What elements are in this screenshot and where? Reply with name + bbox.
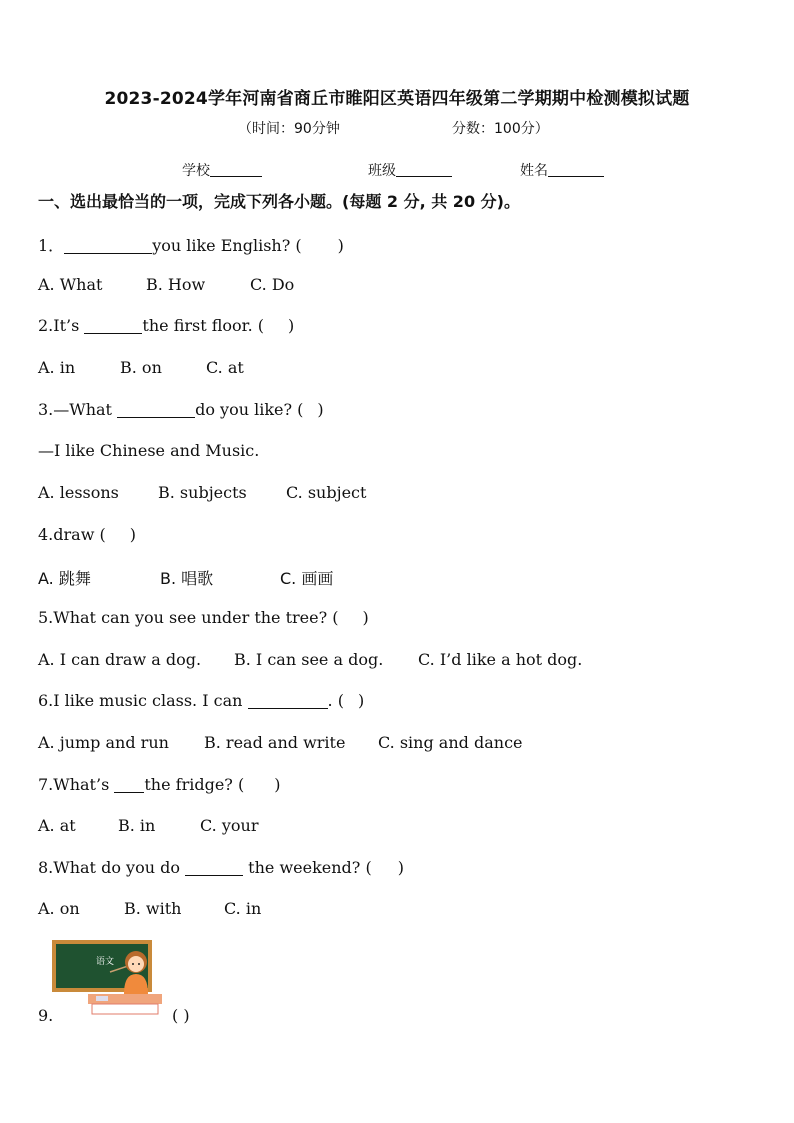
q5-text: 5.What can you see under the tree? ( [38, 608, 339, 627]
name-label: 姓名 [520, 163, 548, 179]
q1-option-c[interactable]: C. Do [250, 275, 295, 294]
q6-option-a[interactable]: A. jump and run [38, 733, 169, 752]
q7-blank[interactable] [114, 776, 144, 793]
question-5 [38, 608, 369, 627]
school-field [182, 160, 262, 180]
q4-option-b[interactable]: B. 唱歌 [160, 569, 214, 588]
q3-option-a[interactable]: A. lessons [38, 483, 119, 502]
teacher-chinese-class-illustration [52, 940, 168, 1016]
q8-text-end: the weekend? ( [243, 858, 372, 877]
q3-option-b[interactable]: B. subjects [158, 483, 247, 502]
question-7 [38, 775, 280, 794]
teacher-desk [92, 1004, 158, 1014]
q2-number: 2.It’s [38, 316, 85, 335]
question-4 [38, 525, 136, 544]
q6-text: 6.I like music class. I can [38, 691, 248, 710]
question-6 [38, 691, 364, 710]
q3-blank[interactable] [117, 401, 195, 418]
q4-option-c[interactable]: C. 画画 [280, 569, 334, 588]
q8-option-c[interactable]: C. in [224, 899, 262, 918]
q6-option-c[interactable]: C. sing and dance [378, 733, 523, 752]
question-9-number: 9. [38, 1006, 54, 1025]
q1-option-a[interactable]: A. What [38, 275, 103, 294]
question-3 [38, 400, 324, 419]
q1-option-b[interactable]: B. How [146, 275, 206, 294]
q3-text: do you like? ( [195, 400, 304, 419]
q7-text: 7.What’s [38, 775, 115, 794]
q8-option-b[interactable]: B. with [124, 899, 182, 918]
q2-option-c[interactable]: C. at [206, 358, 244, 377]
teacher-face [128, 956, 144, 972]
q6-paren-close: ) [357, 691, 365, 710]
q4-option-a[interactable]: A. 跳舞 [38, 569, 91, 588]
books [96, 996, 108, 1001]
q2-text: the first floor. ( [142, 316, 264, 335]
q7-option-b[interactable]: B. in [118, 816, 156, 835]
q7-paren-close: ) [274, 775, 281, 794]
q2-paren-close: ) [287, 316, 295, 335]
q1-text: you like English? ( [152, 236, 302, 255]
q4-text: 4.draw ( [38, 525, 106, 544]
q3-answer-line: —I like Chinese and Music. [38, 441, 260, 460]
q7-option-c[interactable]: C. your [200, 816, 259, 835]
q8-blank[interactable] [185, 859, 243, 876]
question-1 [38, 233, 344, 256]
school-blank[interactable] [210, 162, 262, 177]
q2-blank[interactable] [84, 317, 142, 334]
q7-text-end: the fridge? ( [144, 775, 245, 794]
school-label: 学校 [182, 163, 210, 179]
name-blank[interactable] [548, 162, 604, 177]
question-2 [38, 316, 294, 335]
question-8 [38, 858, 404, 877]
q6-option-b[interactable]: B. read and write [204, 733, 346, 752]
q1-blank[interactable] [64, 237, 152, 254]
q5-paren-close: ) [362, 608, 369, 627]
class-field [368, 160, 452, 180]
q5-option-c[interactable]: C. I’d like a hot dog. [418, 650, 583, 669]
q2-option-a[interactable]: A. in [38, 358, 76, 377]
q8-paren-close: ) [397, 858, 404, 877]
class-blank[interactable] [396, 162, 452, 177]
q6-text-end: . ( [327, 691, 344, 710]
class-label: 班级 [368, 163, 396, 179]
q7-option-a[interactable]: A. at [38, 816, 76, 835]
exam-title: 2023-2024学年河南省商丘市睢阳区英语四年级第二学期期中检测模拟试题 [104, 89, 690, 109]
section-heading: 一、选出最恰当的一项，完成下列各小题。(每题 2 分, 共 20 分)。 [38, 192, 520, 211]
q8-option-a[interactable]: A. on [38, 899, 80, 918]
q5-option-b[interactable]: B. I can see a dog. [234, 650, 384, 669]
q1-number: 1． [38, 236, 65, 255]
board-text: 语文 [96, 957, 115, 967]
q3-paren-close: ) [317, 400, 324, 419]
name-field [520, 160, 604, 180]
q3-number: 3.—What [38, 400, 118, 419]
exam-score: 分数：100分） [452, 121, 549, 137]
q2-option-b[interactable]: B. on [120, 358, 162, 377]
q6-blank[interactable] [248, 692, 328, 709]
q3-option-c[interactable]: C. subject [286, 483, 367, 502]
q5-option-a[interactable]: A. I can draw a dog. [38, 650, 202, 669]
q1-paren-close: ) [337, 236, 344, 255]
exam-time: （时间：90分钟 [238, 121, 340, 137]
q8-text: 8.What do you do [38, 858, 186, 877]
q9-paren: ( ) [172, 1006, 190, 1025]
q4-paren-close: ) [129, 525, 136, 544]
